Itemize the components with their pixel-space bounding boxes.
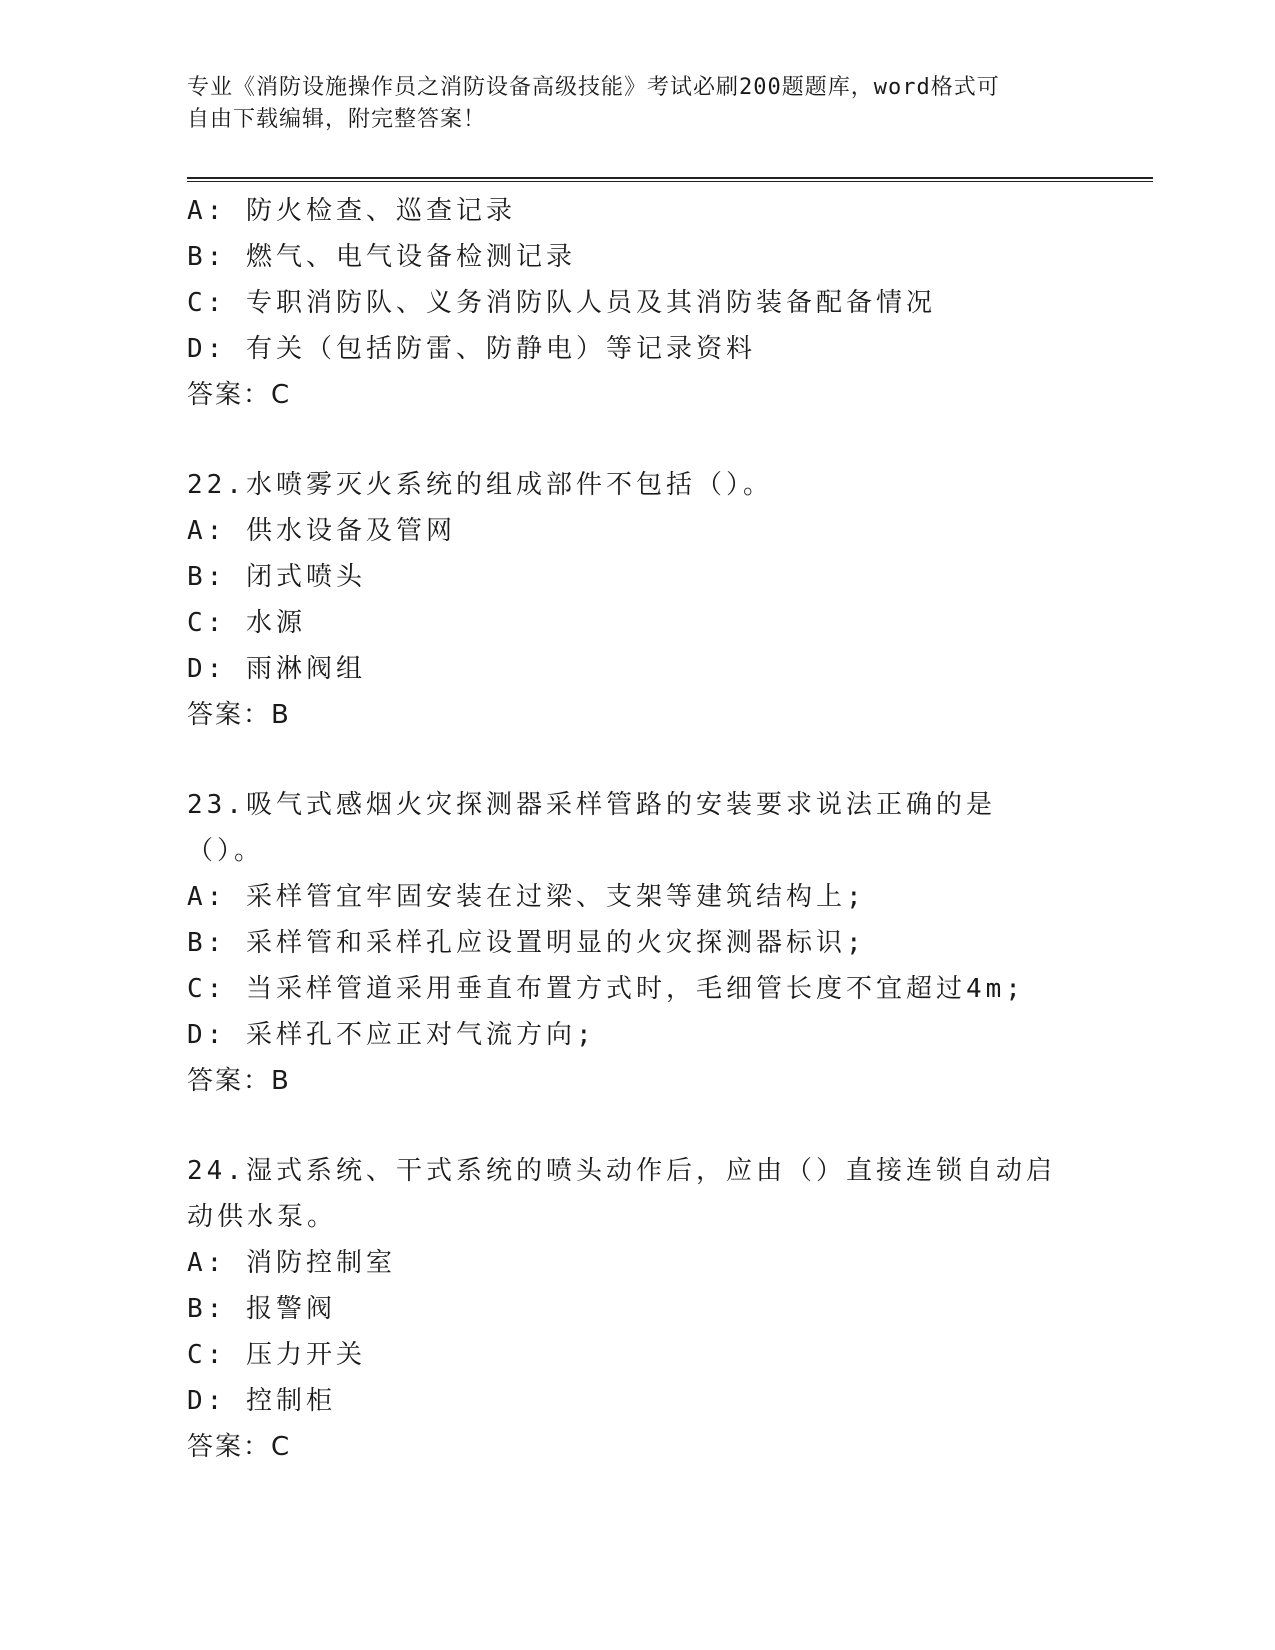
question-stem: 22.水喷雾灭火系统的组成部件不包括（）。	[187, 470, 773, 500]
question-24	[187, 1148, 1087, 1470]
header-divider	[187, 177, 1153, 182]
option-b: B: 燃气、电气设备检测记录	[187, 242, 576, 272]
option-d: D: 有关（包括防雷、防静电）等记录资料	[187, 334, 756, 364]
option-b: B: 报警阀	[187, 1294, 336, 1324]
answer: 答案：B	[187, 700, 291, 730]
header-title-line-2: 自由下载编辑，附完整答案！	[187, 107, 487, 132]
document-header	[187, 72, 1087, 136]
option-d: D: 采样孔不应正对气流方向;	[187, 1020, 596, 1050]
question-stem: 24.湿式系统、干式系统的喷头动作后，应由（）直接连锁自动启动供水泵。	[187, 1156, 1056, 1232]
question-21	[187, 188, 1087, 418]
option-c: C: 当采样管道采用垂直布置方式时，毛细管长度不宜超过4m;	[187, 974, 1025, 1004]
question-22	[187, 462, 1087, 738]
option-a: A: 采样管宜牢固安装在过梁、支架等建筑结构上;	[187, 882, 866, 912]
option-b: B: 闭式喷头	[187, 562, 366, 592]
option-d: D: 雨淋阀组	[187, 654, 366, 684]
option-a: A: 供水设备及管网	[187, 516, 456, 546]
option-c: C: 专职消防队、义务消防队人员及其消防装备配备情况	[187, 288, 936, 318]
answer: 答案：C	[187, 1432, 292, 1462]
header-title-line-1: 专业《消防设施操作员之消防设备高级技能》考试必刷200题题库，word格式可	[187, 75, 1000, 100]
answer: 答案：C	[187, 380, 292, 410]
question-list	[187, 188, 1087, 1470]
option-c: C: 压力开关	[187, 1340, 366, 1370]
option-c: C: 水源	[187, 608, 306, 638]
answer: 答案：B	[187, 1066, 291, 1096]
question-23	[187, 782, 1087, 1104]
question-stem: 23.吸气式感烟火灾探测器采样管路的安装要求说法正确的是（）。	[187, 790, 996, 866]
option-b: B: 采样管和采样孔应设置明显的火灾探测器标识;	[187, 928, 866, 958]
option-a: A: 消防控制室	[187, 1248, 396, 1278]
option-a: A: 防火检查、巡查记录	[187, 196, 516, 226]
option-d: D: 控制柜	[187, 1386, 336, 1416]
